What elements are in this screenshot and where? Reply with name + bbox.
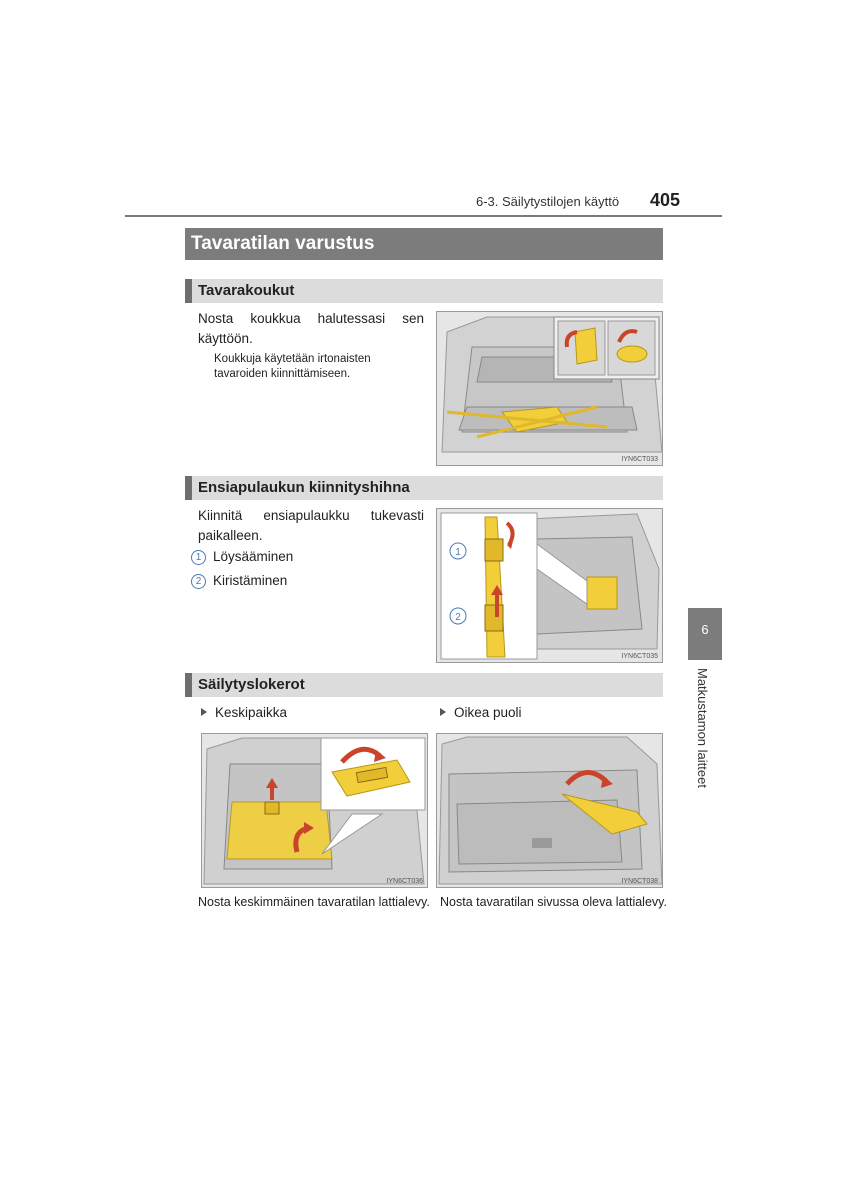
hooks-instruction: Nosta koukkua halutessasi sen käyttöön. xyxy=(198,311,424,346)
right-caption: Nosta tavaratilan sivussa oleva lattialevy. xyxy=(440,895,667,909)
list-item-tighten xyxy=(191,573,287,589)
page-title: Tavaratilan varustus xyxy=(185,228,663,260)
right-storage-figure xyxy=(436,733,663,888)
step-label-2: Kiristäminen xyxy=(213,573,288,588)
section-heading-hooks: Tavarakoukut xyxy=(185,279,663,303)
right-label: Oikea puoli xyxy=(454,705,522,720)
figure-code: IYN6CT033 xyxy=(621,456,658,463)
section-heading-storage: Säilytyslokerot xyxy=(185,673,663,697)
list-item-loosen xyxy=(191,549,293,565)
figure-code: IYN6CT036 xyxy=(386,878,423,885)
subheading-right xyxy=(440,705,522,720)
strap-instruction: Kiinnitä ensiapulaukku tukevasti paikalleen. xyxy=(198,508,424,543)
figure-code: IYN6CT038 xyxy=(621,878,658,885)
figure-code: IYN6CT035 xyxy=(621,653,658,660)
header-divider xyxy=(125,215,722,217)
hooks-figure xyxy=(436,311,663,466)
triangle-bullet-icon xyxy=(201,708,207,716)
hooks-note: Koukkuja käytetään irtonaisten tavaroiden kiinnittämiseen. xyxy=(214,353,371,380)
running-header-section: 6-3. Säilytystilojen käyttö xyxy=(476,194,620,209)
center-storage-figure xyxy=(201,733,428,888)
step-number-2: 2 xyxy=(191,574,206,589)
chapter-tab: 6 xyxy=(688,608,722,660)
triangle-bullet-icon xyxy=(440,708,446,716)
center-caption: Nosta keskimmäinen tavaratilan lattialevy. xyxy=(198,895,430,909)
center-label: Keskipaikka xyxy=(215,705,288,720)
step-number-1: 1 xyxy=(191,550,206,565)
page-number: 405 xyxy=(650,190,681,210)
chapter-label: Matkustamon laitteet xyxy=(695,668,710,788)
strap-figure xyxy=(436,508,663,663)
step-label-1: Löysääminen xyxy=(213,549,294,564)
subheading-center xyxy=(201,705,287,720)
section-heading-strap: Ensiapulaukun kiinnityshihna xyxy=(185,476,663,500)
svg-text:1: 1 xyxy=(455,547,461,558)
svg-text:2: 2 xyxy=(455,612,461,623)
